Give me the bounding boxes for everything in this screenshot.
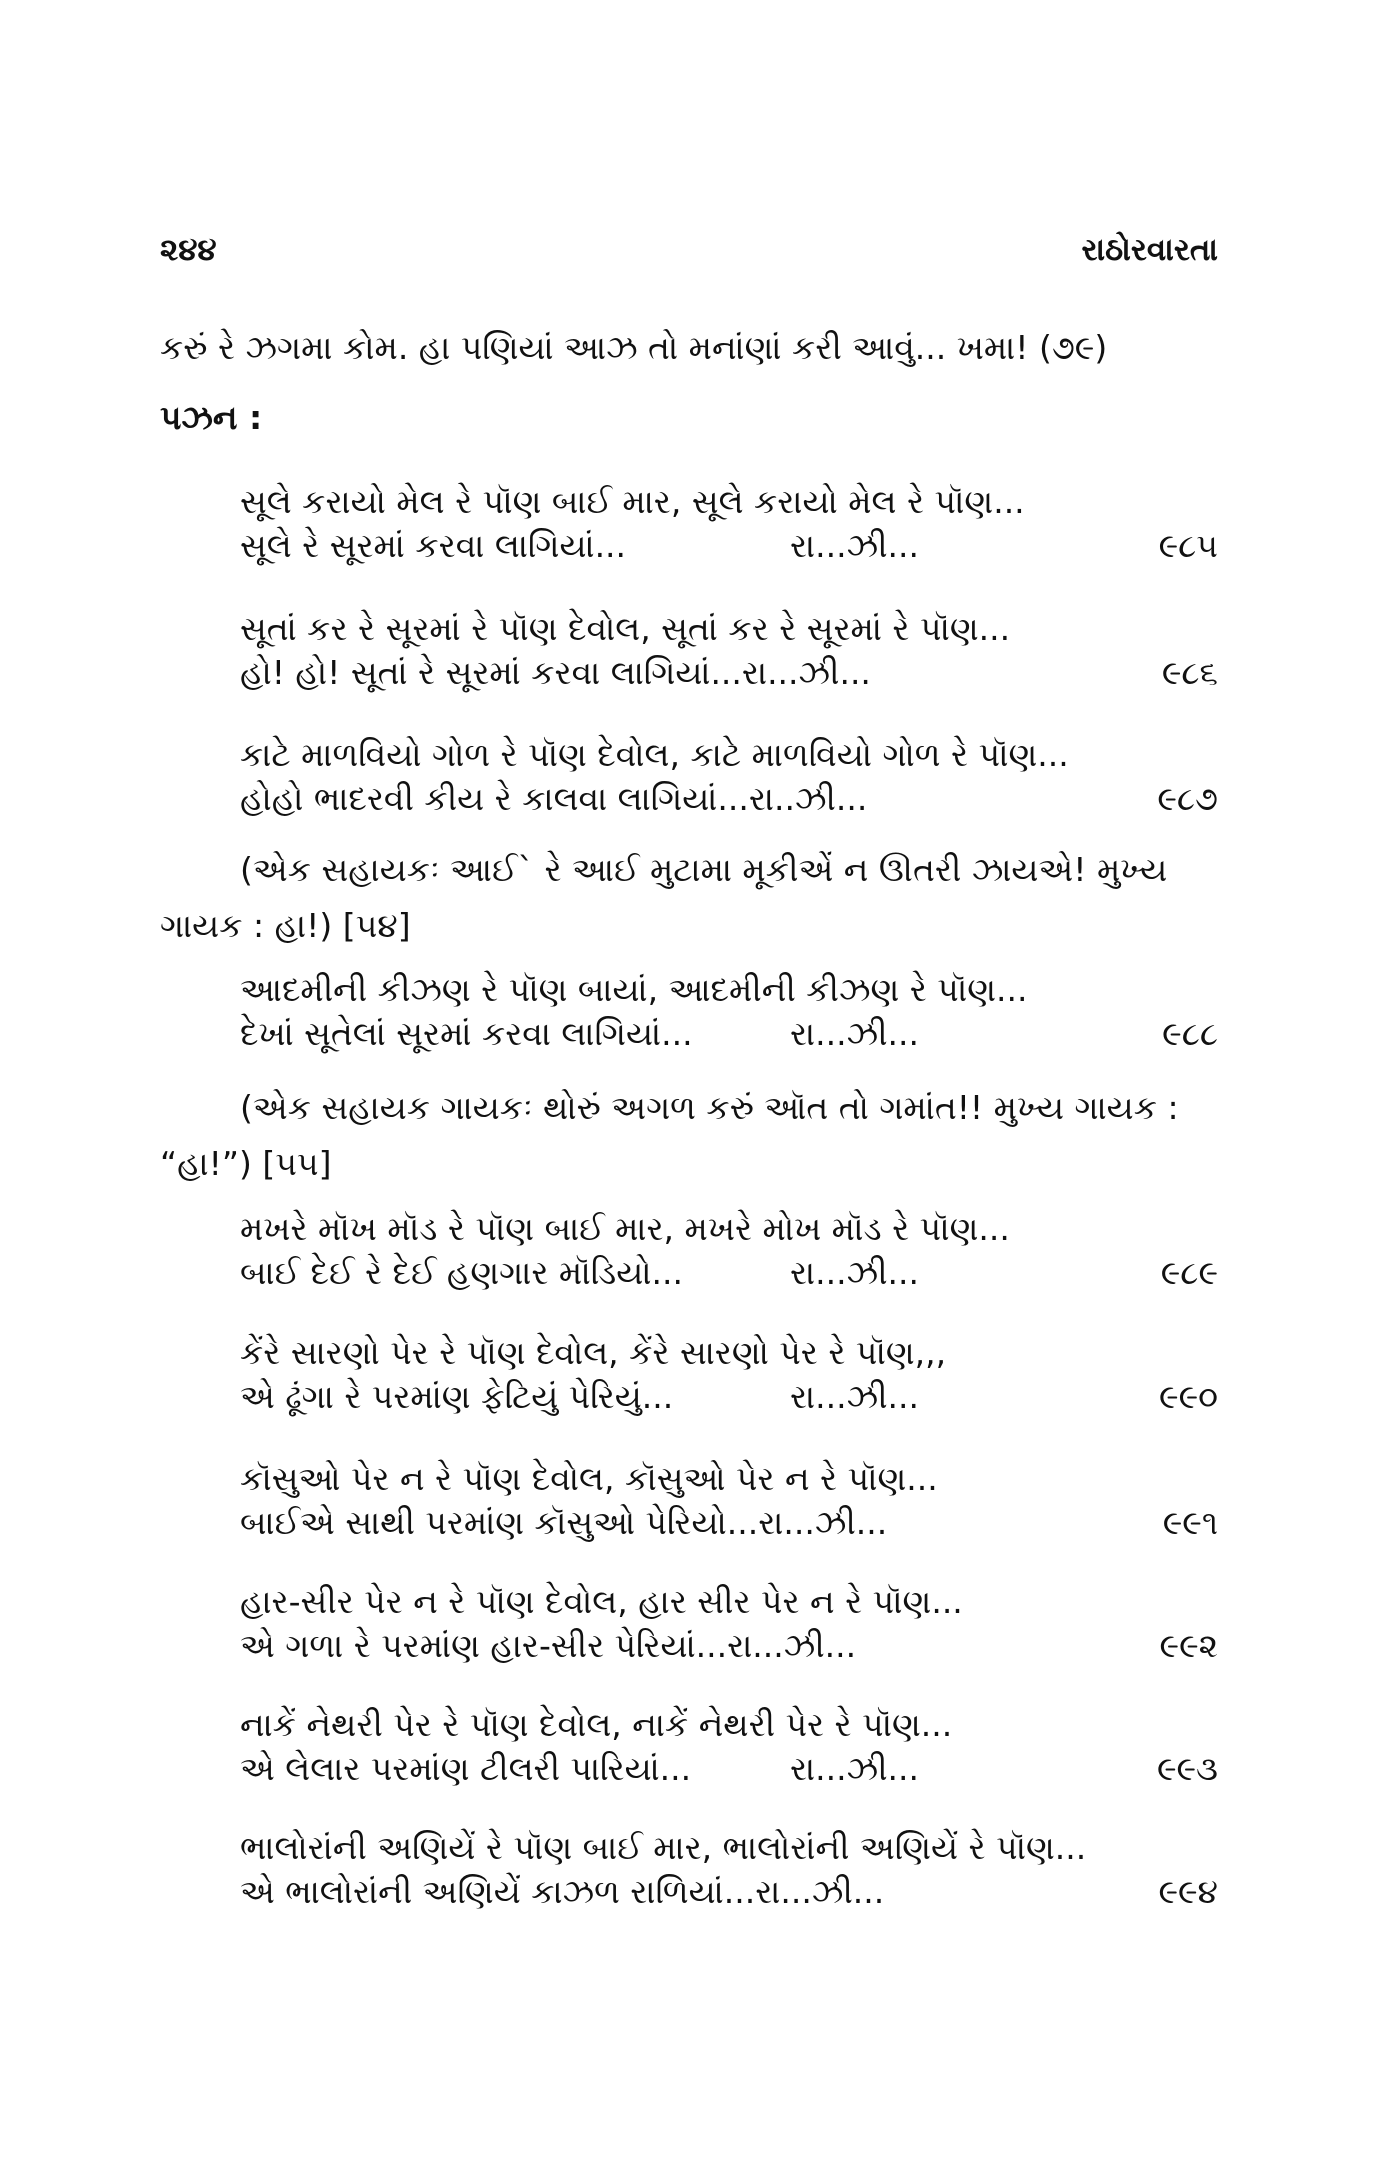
verse-stanza (240, 1331, 1218, 1419)
page-number: ૨૪૪ (160, 232, 217, 268)
page-header (160, 232, 1218, 292)
section-label: પઝન : (160, 398, 263, 437)
verse-stanza (240, 1580, 1218, 1668)
verse-line: એ ગળા રે પરમાંણ હાર-સીર પેરિયાં...રા...ઝી... ૯૯૨ (240, 1624, 1218, 1668)
refrain: રા...ઝી... (790, 1377, 920, 1416)
verse-line: સૂલે કરાયો મેલ રે પૉણ બાઈ માર, સૂલે કરાયો મેલ રે પૉણ... (240, 482, 1025, 521)
performance-note: (એક સહાયકઃ આઈ` રે આઈ મુટામા મૂકીએં ન ઊતરી ઝાયએ! મુખ્ય ગાયક : હા!) [૫૪] (160, 850, 1168, 945)
verse-line: કેંરે સારણો પેર રે પૉણ દેવોલ, કેંરે સારણો પેર રે પૉણ,,, (240, 1333, 947, 1372)
verse-line: બાઈએ સાથી પરમાંણ કૉસુઓ પેરિયો...રા...ઝી... ૯૯૧ (240, 1501, 1218, 1545)
verse-line: એ લેલાર પરમાંણ ટીલરી પારિયાં... રા...ઝી... ૯૯૩ (240, 1747, 1218, 1791)
intro-line: કરું રે ઝગમા કોમ. હા પણિયાં આઝ તો મનાંણાં કરી આવું... ખમા! (૭૯) (160, 328, 1108, 367)
verse-stanza (240, 480, 1218, 568)
verse-number: ૯૯૦ (1159, 1377, 1218, 1416)
verse-line: હો! હો! સૂતાં રે સૂરમાં કરવા લાગિયાં...રા...ઝી... ૯૮૬ (240, 651, 1218, 695)
verse-line: એ ઢૂંગા રે પરમાંણ ફેટિયું પેરિયું... રા...ઝી... ૯૯૦ (240, 1375, 1218, 1419)
verse-line: મખરે મૉખ મૉડ રે પૉણ બાઈ માર, મખરે મોખ મૉડ રે પૉણ... (240, 1209, 1010, 1248)
refrain: રા...ઝી... (790, 1014, 920, 1053)
verse-stanza (240, 1457, 1218, 1545)
verse-number: ૯૮૯ (1160, 1253, 1218, 1292)
verse-stanza (240, 1207, 1218, 1295)
refrain: રા...ઝી... (790, 1253, 920, 1292)
verse-stanza (240, 607, 1218, 695)
verse-line: એ ભાલોરાંની અણિયેં કાઝળ રાળિયાં...રા...ઝી... ૯૯૪ (240, 1870, 1218, 1914)
refrain: રા...ઝી... (790, 526, 920, 565)
verse-stanza (240, 1826, 1218, 1914)
verse-number: ૯૯૩ (1156, 1749, 1218, 1788)
verse-number: ૯૮૮ (1162, 1014, 1218, 1053)
verse-line: સૂતાં કર રે સૂરમાં રે પૉણ દેવોલ, સૂતાં કર રે સૂરમાં રે પૉણ... (240, 609, 1011, 648)
verse-line: બાઈ દેઈ રે દેઈ હણગાર મૉડિયો... રા...ઝી... ૯૮૯ (240, 1251, 1218, 1295)
performance-note: (એક સહાયક ગાયકઃ થોરું અગળ કરું ઑત તો ગમાંત!! મુખ્ય ગાયક : “હા!”) [૫૫] (160, 1088, 1179, 1183)
verse-stanza (240, 1703, 1218, 1791)
verse-stanza (240, 733, 1218, 821)
verse-number: ૯૯૨ (1159, 1626, 1218, 1665)
refrain: રા...ઝી... (790, 1749, 920, 1788)
verse-stanza (240, 968, 1218, 1056)
verse-number: ૯૮૬ (1161, 653, 1218, 692)
verse-line: હોહો ભાદરવી કીય રે કાલવા લાગિયાં...રા..ઝી... ૯૮૭ (240, 777, 1218, 821)
verse-line: દેખાં સૂતેલાં સૂરમાં કરવા લાગિયાં... રા...ઝી... ૯૮૮ (240, 1012, 1218, 1056)
verse-number: ૯૮૫ (1158, 526, 1218, 565)
verse-line: ભાલોરાંની અણિયેં રે પૉણ બાઈ માર, ભાલોરાંની અણિયેં રે પૉણ... (240, 1828, 1087, 1867)
verse-number: ૯૯૧ (1162, 1503, 1218, 1542)
verse-number: ૯૮૭ (1157, 779, 1218, 818)
verse-number: ૯૯૪ (1158, 1872, 1218, 1911)
verse-line: આદમીની કીઝણ રે પૉણ બાયાં, આદમીની કીઝણ રે પૉણ... (240, 970, 1028, 1009)
running-title: રાઠોરવારતા (1081, 232, 1218, 268)
verse-line: હાર-સીર પેર ન રે પૉણ દેવોલ, હાર સીર પેર ન રે પૉણ... (240, 1582, 963, 1621)
verse-line: કાટે માળવિયો ગોળ રે પૉણ દેવોલ, કાટે માળવિયો ગોળ રે પૉણ... (240, 735, 1069, 774)
verse-line: નાકેં નેથરી પેર રે પૉણ દેવોલ, નાકેં નેથરી પેર રે પૉણ... (240, 1705, 953, 1744)
verse-line: કૉસુઓ પેર ન રે પૉણ દેવોલ, કૉસુઓ પેર ન રે પૉણ... (240, 1459, 938, 1498)
verse-line: સૂલે રે સૂરમાં કરવા લાગિયાં... રા...ઝી... ૯૮૫ (240, 524, 1218, 568)
